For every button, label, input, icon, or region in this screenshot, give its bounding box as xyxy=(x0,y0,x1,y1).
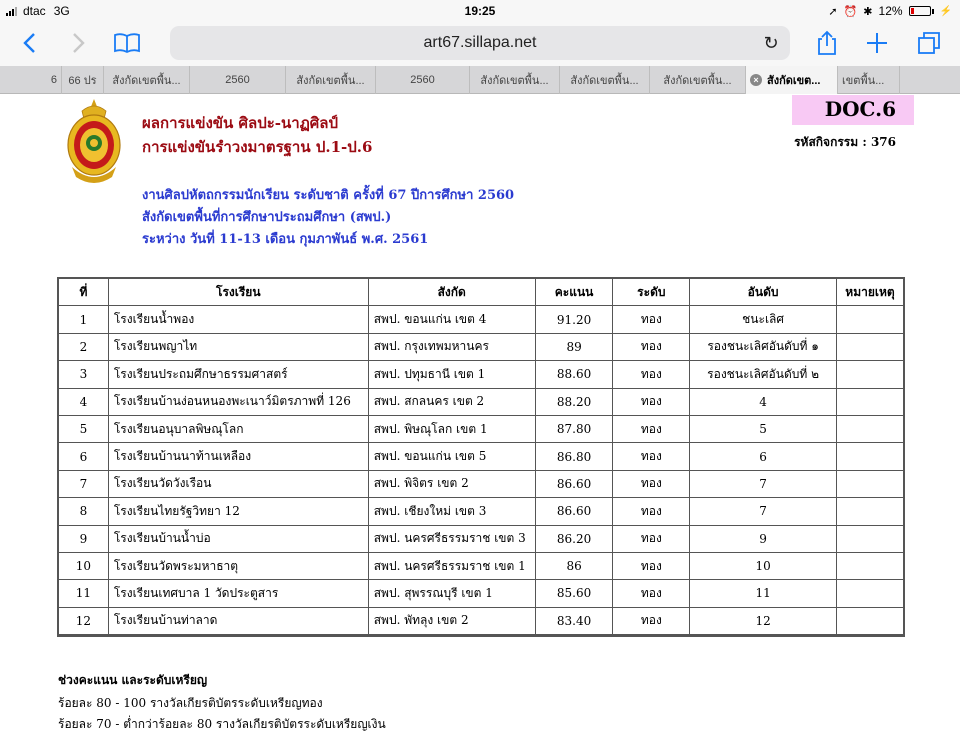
tab-1[interactable] xyxy=(0,66,62,94)
cell-score: 88.20 xyxy=(535,388,613,415)
status-right xyxy=(828,4,952,18)
cell-level: ทอง xyxy=(613,525,690,552)
cell-score: 86 xyxy=(535,552,613,579)
tab-label: 6 xyxy=(50,74,57,86)
cell-rank: 9 xyxy=(690,525,837,552)
cell-level: ทอง xyxy=(613,580,690,607)
tab-label: 2560 xyxy=(225,74,250,86)
cell-affiliation: สพป. ขอนแก่น เขต 4 xyxy=(368,306,535,333)
cell-school: โรงเรียนพญาไท xyxy=(108,333,368,360)
cell-no: 3 xyxy=(59,361,109,388)
table-row xyxy=(59,306,904,333)
tab-label: สังกัดเขตพื้น... xyxy=(480,75,549,87)
cell-remark xyxy=(837,443,904,470)
cell-remark xyxy=(837,580,904,607)
table-row xyxy=(59,607,904,634)
cell-level: ทอง xyxy=(613,552,690,579)
new-tab-button[interactable] xyxy=(862,28,892,58)
cell-school: โรงเรียนเทศบาล 1 วัดประตูสาร xyxy=(108,580,368,607)
cell-affiliation: สพป. พิจิตร เขต 2 xyxy=(368,470,535,497)
ministry-emblem-icon xyxy=(64,97,124,187)
cell-score: 89 xyxy=(535,333,613,360)
cell-school: โรงเรียนไทยรัฐวิทยา 12 xyxy=(108,498,368,525)
results-table xyxy=(58,278,904,635)
cell-affiliation: สพป. พัทลุง เขต 2 xyxy=(368,607,535,634)
cell-remark xyxy=(837,525,904,552)
cell-no: 1 xyxy=(59,306,109,333)
tab-11[interactable] xyxy=(838,66,900,94)
cell-remark xyxy=(837,415,904,442)
tab-label: สังกัดเขตพื้น... xyxy=(663,75,732,87)
bluetooth-icon: ✱ xyxy=(863,5,873,18)
cell-score: 86.60 xyxy=(535,498,613,525)
table-row xyxy=(59,333,904,360)
header-remark: หมายเหตุ xyxy=(837,279,904,306)
event-line-1: งานศิลปหัตถกรรมนักเรียน ระดับชาติ ครั้งที่ 67 ปีการศึกษา 2560 xyxy=(142,188,515,203)
chevron-left-icon xyxy=(22,32,36,54)
cell-affiliation: สพป. นครศรีธรรมราช เขต 1 xyxy=(368,552,535,579)
battery-icon xyxy=(909,6,931,16)
cell-rank: ชนะเลิศ xyxy=(690,306,837,333)
tab-label: สังกัดเขตพื้น... xyxy=(296,75,365,87)
header-level: ระดับ xyxy=(613,279,690,306)
cell-school: โรงเรียนอนุบาลพิษณุโลก xyxy=(108,415,368,442)
carrier-label: dtac xyxy=(23,4,46,18)
address-bar[interactable] xyxy=(170,26,790,60)
share-icon xyxy=(816,30,838,56)
cell-affiliation: สพป. พิษณุโลก เขต 1 xyxy=(368,415,535,442)
cell-rank: รองชนะเลิศอันดับที่ ๑ xyxy=(690,333,837,360)
tab-strip xyxy=(0,66,960,94)
cell-rank: 12 xyxy=(690,607,837,634)
tab-9[interactable] xyxy=(650,66,746,94)
header-affiliation: สังกัด xyxy=(368,279,535,306)
cell-level: ทอง xyxy=(613,415,690,442)
cell-school: โรงเรียนประถมศึกษาธรรมศาสตร์ xyxy=(108,361,368,388)
cell-affiliation: สพป. นครศรีธรรมราช เขต 3 xyxy=(368,525,535,552)
cell-rank: 6 xyxy=(690,443,837,470)
tab-label: สังกัดเขตพื้น... xyxy=(570,75,639,87)
cell-school: โรงเรียนบ้านท่าลาด xyxy=(108,607,368,634)
cell-school: โรงเรียนวัดวังเรือน xyxy=(108,470,368,497)
cell-score: 86.60 xyxy=(535,470,613,497)
cell-level: ทอง xyxy=(613,361,690,388)
cell-score: 87.80 xyxy=(535,415,613,442)
cell-score: 88.60 xyxy=(535,361,613,388)
cell-level: ทอง xyxy=(613,306,690,333)
cell-rank: 5 xyxy=(690,415,837,442)
cell-remark xyxy=(837,388,904,415)
event-line-2: สังกัดเขตพื้นที่การศึกษาประถมศึกษา (สพป.) xyxy=(142,210,392,225)
cell-no: 9 xyxy=(59,525,109,552)
chevron-right-icon xyxy=(72,32,86,54)
table-header-row xyxy=(59,279,904,306)
close-tab-icon[interactable]: × xyxy=(750,74,762,86)
table-row xyxy=(59,361,904,388)
cell-score: 86.20 xyxy=(535,525,613,552)
tab-6[interactable] xyxy=(376,66,470,94)
tab-label: เขตพื้น... xyxy=(842,75,885,87)
tab-strip-filler xyxy=(900,66,960,93)
cell-score: 86.80 xyxy=(535,443,613,470)
cell-remark xyxy=(837,498,904,525)
tabs-overview-button[interactable] xyxy=(914,28,944,58)
bookmarks-button[interactable] xyxy=(112,28,142,58)
legend-line-2: ร้อยละ 70 - ต่ำกว่าร้อยละ 80 รางวัลเกียรติบัตรระดับเหรียญเงิน xyxy=(58,717,386,731)
cell-school: โรงเรียนวัดพระมหาธาตุ xyxy=(108,552,368,579)
cell-school: โรงเรียนบ้านนาท้านเหลือง xyxy=(108,443,368,470)
title-line-1: ผลการแข่งขัน ศิลปะ-นาฏศิลป์ xyxy=(142,114,339,132)
cell-level: ทอง xyxy=(613,498,690,525)
header-school: โรงเรียน xyxy=(108,279,368,306)
cell-level: ทอง xyxy=(613,443,690,470)
document-page xyxy=(0,95,960,731)
event-info xyxy=(142,185,514,251)
cell-affiliation: สพป. เชียงใหม่ เขต 3 xyxy=(368,498,535,525)
cell-no: 2 xyxy=(59,333,109,360)
table-row xyxy=(59,580,904,607)
tab-7[interactable] xyxy=(470,66,560,94)
alarm-icon: ⏰ xyxy=(843,5,858,18)
cell-no: 7 xyxy=(59,470,109,497)
cell-rank: 4 xyxy=(690,388,837,415)
tab-5[interactable] xyxy=(286,66,376,94)
legend-line-1: ร้อยละ 80 - 100 รางวัลเกียรติบัตรระดับเหรียญทอง xyxy=(58,696,323,710)
cell-score: 83.40 xyxy=(535,607,613,634)
network-label: 3G xyxy=(53,4,70,18)
location-icon: ➚ xyxy=(828,5,838,18)
reload-icon[interactable]: ↻ xyxy=(763,32,779,54)
battery-tip xyxy=(932,9,934,14)
cell-remark xyxy=(837,306,904,333)
tab-label: สังกัดเขต... xyxy=(767,75,821,87)
table-row xyxy=(59,443,904,470)
charging-icon: ⚡ xyxy=(939,5,952,17)
cell-no: 11 xyxy=(59,580,109,607)
table-row xyxy=(59,552,904,579)
header-no: ที่ xyxy=(59,279,109,306)
cell-score: 85.60 xyxy=(535,580,613,607)
forward-button[interactable] xyxy=(64,28,94,58)
cell-affiliation: สพป. กรุงเทพมหานคร xyxy=(368,333,535,360)
header-rank: อันดับ xyxy=(690,279,837,306)
title-line-2: การแข่งขันรำวงมาตรฐาน ป.1-ป.6 xyxy=(142,138,373,156)
tab-2[interactable] xyxy=(62,66,104,94)
table-row xyxy=(59,388,904,415)
cell-rank: 7 xyxy=(690,470,837,497)
cell-remark xyxy=(837,361,904,388)
tab-label: สังกัดเขตพื้น... xyxy=(112,75,181,87)
status-bar xyxy=(0,0,960,22)
header-score: คะแนน xyxy=(535,279,613,306)
cell-no: 10 xyxy=(59,552,109,579)
cell-rank: 11 xyxy=(690,580,837,607)
browser-toolbar xyxy=(0,22,960,66)
cell-affiliation: สพป. สกลนคร เขต 2 xyxy=(368,388,535,415)
tabs-icon xyxy=(917,31,941,55)
doc-code: DOC.6 xyxy=(824,97,896,121)
cell-no: 4 xyxy=(59,388,109,415)
cell-school: โรงเรียนน้ำพอง xyxy=(108,306,368,333)
cell-rank: 7 xyxy=(690,498,837,525)
results-body xyxy=(59,306,904,635)
cell-score: 91.20 xyxy=(535,306,613,333)
cell-level: ทอง xyxy=(613,333,690,360)
table-row xyxy=(59,498,904,525)
plus-icon xyxy=(866,32,888,54)
tab-label: 66 ปร xyxy=(68,75,97,87)
cell-affiliation: สพป. สุพรรณบุรี เขต 1 xyxy=(368,580,535,607)
cell-remark xyxy=(837,607,904,634)
cell-no: 8 xyxy=(59,498,109,525)
cell-remark xyxy=(837,552,904,579)
status-time: 19:25 xyxy=(464,4,496,18)
url-text: art67.sillapa.net xyxy=(423,34,537,51)
cell-remark xyxy=(837,333,904,360)
cell-affiliation: สพป. ปทุมธานี เขต 1 xyxy=(368,361,535,388)
table-row xyxy=(59,415,904,442)
back-button[interactable] xyxy=(14,28,44,58)
legend-title: ช่วงคะแนน และระดับเหรียญ xyxy=(58,673,208,687)
book-icon xyxy=(113,32,141,54)
tab-3[interactable] xyxy=(104,66,190,94)
cell-affiliation: สพป. ขอนแก่น เขต 5 xyxy=(368,443,535,470)
tab-label: 2560 xyxy=(410,74,435,86)
cell-school: โรงเรียนบ้านน้ำบ่อ xyxy=(108,525,368,552)
event-line-3: ระหว่าง วันที่ 11-13 เดือน กุมภาพันธ์ พ.ศ. 2561 xyxy=(142,232,429,247)
cell-level: ทอง xyxy=(613,388,690,415)
cell-level: ทอง xyxy=(613,607,690,634)
tab-8[interactable] xyxy=(560,66,650,94)
tab-active[interactable] xyxy=(746,66,838,94)
document-title xyxy=(142,111,372,159)
cell-rank: รองชนะเลิศอันดับที่ ๒ xyxy=(690,361,837,388)
table-row xyxy=(59,470,904,497)
cell-level: ทอง xyxy=(613,470,690,497)
tab-4[interactable] xyxy=(190,66,286,94)
battery-percent: 12% xyxy=(878,4,903,18)
cell-remark xyxy=(837,470,904,497)
activity-code: รหัสกิจกรรม : 376 xyxy=(794,135,896,149)
cell-no: 12 xyxy=(59,607,109,634)
cell-no: 6 xyxy=(59,443,109,470)
cell-no: 5 xyxy=(59,415,109,442)
table-row xyxy=(59,525,904,552)
cell-school: โรงเรียนบ้านง่อนหนองพะเนาว์มิตรภาพที่ 126 xyxy=(108,388,368,415)
cell-rank: 10 xyxy=(690,552,837,579)
share-button[interactable] xyxy=(812,28,842,58)
